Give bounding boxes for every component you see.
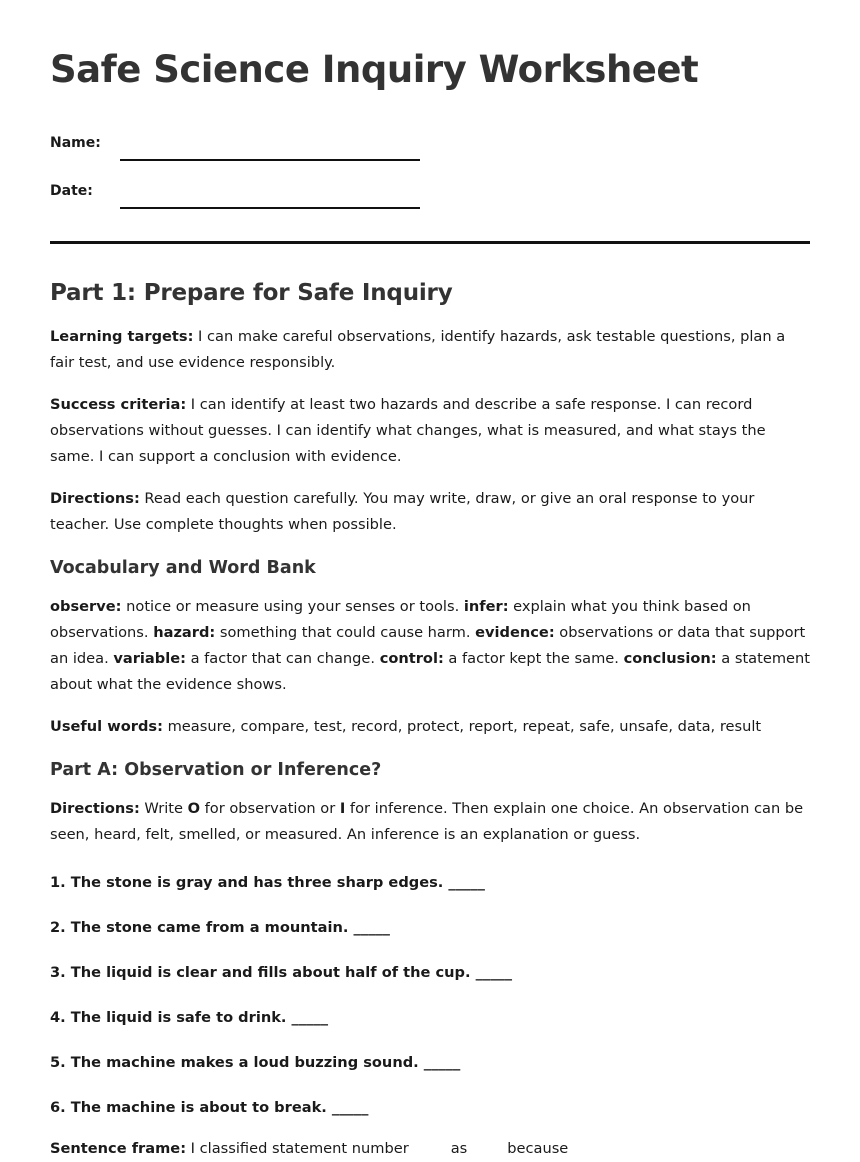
partA-directions-label: Directions: <box>50 800 140 817</box>
learning-targets <box>50 324 810 376</box>
part1-directions-text: Read each question carefully. You may write, draw, or give an oral response to your teacher. Use complete thoughts when possible. <box>50 490 755 533</box>
partA-directions <box>50 796 810 848</box>
vocab-def: a factor kept the same. <box>443 650 624 667</box>
date-input-line[interactable] <box>120 183 420 209</box>
partA-directions-text: for inference. Then explain one choice. An observation can be seen, heard, felt, smelled, or measured. An inference is an explanation or guess. <box>50 800 804 843</box>
vocab-term: hazard: <box>153 624 216 641</box>
vocab-term: observe: <box>50 598 122 615</box>
page-title: Safe Science Inquiry Worksheet <box>50 48 699 91</box>
part1-directions-label: Directions: <box>50 490 140 507</box>
name-field <box>50 117 810 161</box>
useful-words-text: measure, compare, test, record, protect, report, repeat, safe, unsafe, data, result <box>162 718 762 735</box>
part1-directions <box>50 486 810 538</box>
part1-heading: Part 1: Prepare for Safe Inquiry <box>50 280 453 306</box>
inference-letter: I <box>339 800 346 817</box>
question-3[interactable]: 3. The liquid is clear and fills about half of the cup. _____ <box>50 964 513 981</box>
vocab-def: explain what you think based on observations. <box>50 598 751 641</box>
learning-targets-text: I can make careful observations, identify hazards, ask testable questions, plan a fair test, and use evidence responsibly. <box>50 328 786 371</box>
sentence-frame-text: as <box>450 1140 468 1157</box>
vocab-def: observations or data that support an idea. <box>50 624 806 667</box>
learning-targets-label: Learning targets: <box>50 328 194 345</box>
vocab-definitions <box>50 594 810 698</box>
partA-heading: Part A: Observation or Inference? <box>50 760 382 780</box>
name-input-line[interactable] <box>120 135 420 161</box>
date-label: Date: <box>50 183 93 199</box>
question-6[interactable]: 6. The machine is about to break. _____ <box>50 1099 369 1116</box>
sentence-frame-text: because <box>507 1140 569 1157</box>
success-criteria <box>50 392 810 470</box>
success-criteria-label: Success criteria: <box>50 396 187 413</box>
vocab-term: conclusion: <box>623 650 717 667</box>
vocab-term: evidence: <box>475 624 555 641</box>
vocab-def: something that could cause harm. <box>215 624 476 641</box>
name-label: Name: <box>50 135 101 151</box>
vocab-def: a factor that can change. <box>185 650 380 667</box>
question-1[interactable]: 1. The stone is gray and has three sharp edges. _____ <box>50 874 485 891</box>
useful-words-label: Useful words: <box>50 718 163 735</box>
vocab-def: a statement about what the evidence shows. <box>50 650 810 693</box>
vocab-term: control: <box>379 650 444 667</box>
question-5[interactable]: 5. The machine makes a loud buzzing sound. _____ <box>50 1054 461 1071</box>
date-field <box>50 165 810 209</box>
sentence-frame-text: I classified statement number <box>186 1140 409 1157</box>
vocab-def: notice or measure using your senses or tools. <box>121 598 464 615</box>
sentence-frame <box>50 1136 810 1162</box>
question-4[interactable]: 4. The liquid is safe to drink. _____ <box>50 1009 329 1026</box>
vocab-heading: Vocabulary and Word Bank <box>50 558 316 578</box>
observation-letter: O <box>187 800 200 817</box>
vocab-term: variable: <box>113 650 186 667</box>
sentence-frame-label: Sentence frame: <box>50 1140 187 1157</box>
question-2[interactable]: 2. The stone came from a mountain. _____ <box>50 919 390 936</box>
partA-directions-text: for observation or <box>200 800 340 817</box>
section-divider <box>50 241 810 244</box>
partA-directions-text: Write <box>139 800 188 817</box>
vocab-term: infer: <box>463 598 509 615</box>
success-criteria-text: I can identify at least two hazards and describe a safe response. I can record observations without guesses. I can identify what changes, what is measured, and what stays the same. I can support a conclusion with evidence. <box>50 396 766 465</box>
useful-words <box>50 714 810 740</box>
